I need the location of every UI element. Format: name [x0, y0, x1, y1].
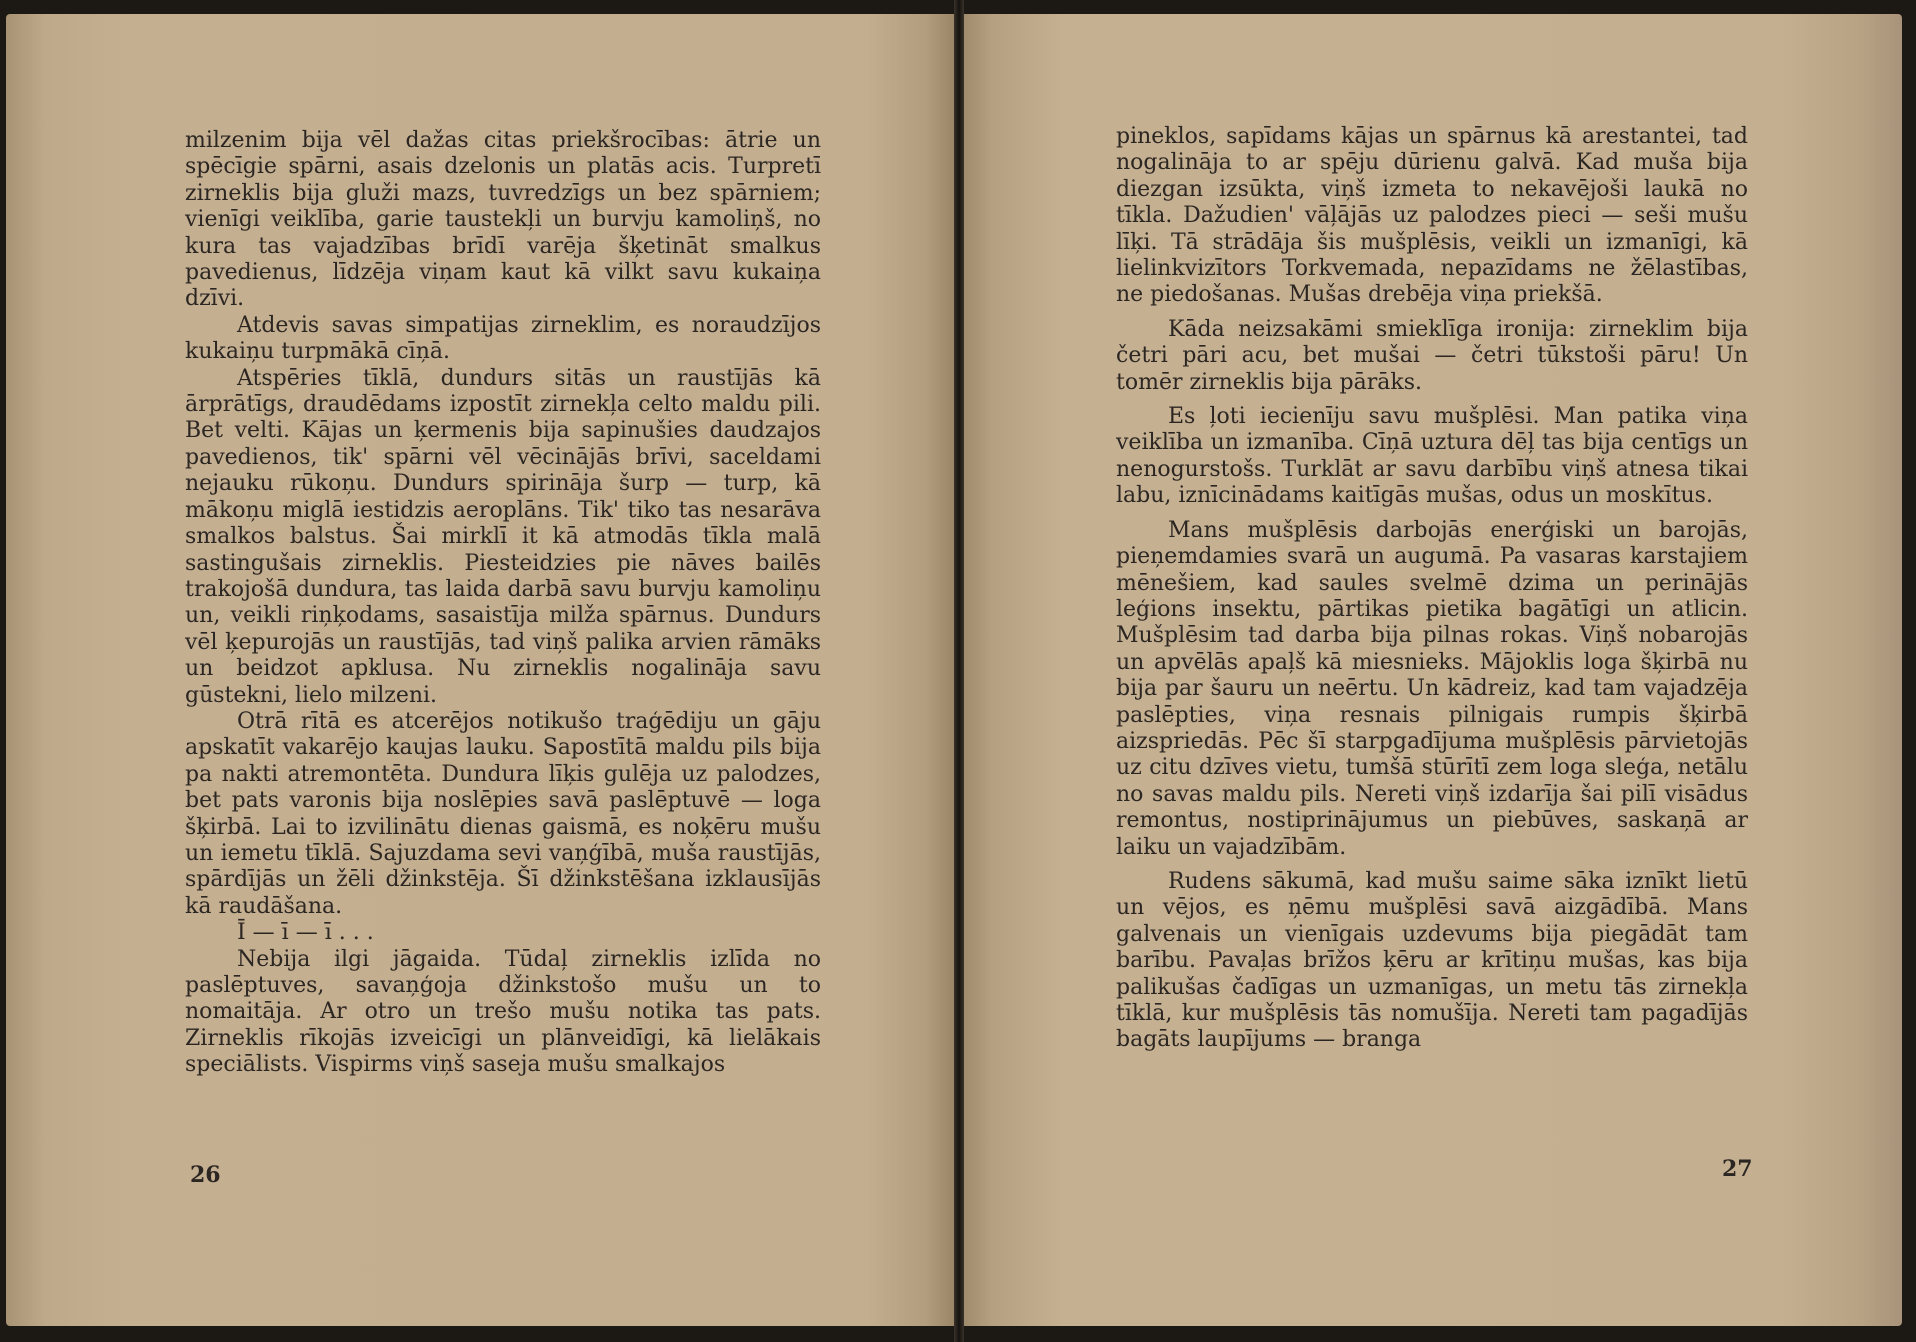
paragraph: milzenim bija vēl dažas citas priekšrocības: ātrie un spēcīgie spārni, asais dzelonis un platās acis. Turpretī zirneklis bija gluži mazs, tuvredzīgs un bez spārniem; vienīgi veiklība, garie taustekļi un burvju kamoliņš, no kura tas vajadzības brīdī varēja šķetināt smalkus pavedienus, līdzēja viņam kaut kā vilkt savu kukaiņa dzīvi. — [185, 128, 821, 312]
page-number-left: 26 — [190, 1162, 221, 1188]
paragraph: Rudens sākumā, kad mušu saime sāka iznīkt lietū un vējos, es ņēmu mušplēsi savā aizgādībā. Mans galvenais un vienīgais uzdevums bija piegādāt tam barību. Pavaļas brīžos ķēru ar krītiņu mušas, kas bija palikušas čadīgas un uzmanīgas, un metu tās zirnekļa tīklā, kur mušplēsis tās nomušīja. Nereti tam pagadījās bagāts laupījums — branga — [1116, 868, 1748, 1053]
paragraph: Nebija ilgi jāgaida. Tūdaļ zirneklis izlīda no paslēptuves, savaņģoja džinkstošo mušu un to nomaitāja. Ar otro un trešo mušu notika tas pats. Zirneklis rīkojās izveicīgi un plānveidīgi, kā lielākais speciālists. Vispirms viņš saseja mušu smalkajos — [185, 946, 821, 1078]
paragraph: Ī — ī — ī . . . — [237, 920, 374, 946]
paragraph: Otrā rītā es atcerējos notikušo traģēdiju un gāju apskatīt vakarējo kaujas lauku. Sapostītā maldu pils bija pa nakti atremontēta. Dundura līķis gulēja uz palodzes, bet pats varonis bija noslēpies savā paslēptuvē — loga šķirbā. Lai to izvilinātu dienas gaismā, es noķēru mušu un iemetu tīklā. Sajuzdama sevi vaņģībā, muša raustījās, spārdījās un žēli džinkstēja. Šī džinkstēšana izklausījās kā raudāšana. — [185, 708, 821, 919]
paragraph: Atdevis savas simpatijas zirneklim, es noraudzījos kukaiņu turpmākā cīņā. — [185, 312, 821, 365]
paragraph: pineklos, sapīdams kājas un spārnus kā arestantei, tad nogalināja to ar spēju dūrienu galvā. Kad muša bija diezgan izsūkta, viņš izmeta to nekavējoši laukā no tīkla. Dažudien' vāļājās uz palodzes pieci — seši mušu līķi. Tā strādāja šis mušplēsis, veikli un izmanīgi, kā lielinkvizītors Torkvemada, nepazīdams ne žēlastības, ne piedošanas. Mušas drebēja viņa priekšā. — [1116, 124, 1748, 308]
paragraph: Atspēries tīklā, dundurs sitās un raustījās kā ārprātīgs, draudēdams izpostīt zirnekļa celto maldu pili. Bet velti. Kājas un ķermenis bija sapinušies daudzajos pavedienos, tik' spārni vēl vēcinājās brīvi, saceldami nejauku rūkoņu. Dundurs spirināja šurp — turp, kā mākoņu miglā iestidzis aeroplāns. Tik' tiko tas nesarāva smalkos balstus. Šai mirklī it kā atmodās tīkla malā sastingušais zirneklis. Piesteidzies pie nāves bailēs trakojošā dundura, tas laida darbā savu burvju kamoliņu un, veikli riņķodams, sasaistīja milža spārnus. Dundurs vēl ķepurojās un raustījās, tad viņš palika arvien rāmāks un beidzot apklusa. Nu zirneklis nogalināja savu gūstekni, lielo milzeni. — [185, 365, 821, 708]
paragraph: Kāda neizsakāmi smieklīga ironija: zirneklim bija četri pāri acu, bet mušai — četri tūkstoši pāru! Un tomēr zirneklis bija pārāks. — [1116, 316, 1748, 395]
left-page-text — [185, 128, 821, 1079]
book-gutter — [954, 0, 964, 1342]
page-number-right: 27 — [1722, 1156, 1753, 1182]
paragraph: Mans mušplēsis darbojās enerģiski un barojās, pieņemdamies svarā un augumā. Pa vasaras karstajiem mēnešiem, kad saules svelmē dzima un perinājās leģions insektu, pārtikas pietika bagātīgi un atlicin. Mušplēsim tad darba bija pilnas rokas. Viņš nobarojās un apvēlās apaļš kā miesnieks. Mājoklis loga šķirbā nu bija par šauru un neērtu. Un kādreiz, kad tam vajadzēja paslēpties, viņa resnais pilnigais rumpis šķirbā aizspriedās. Pēc šī starpgadījuma mušplēsis pārvietojās uz citu dzīves vietu, tumšā stūrītī zem loga sleģa, netālu no savas maldu pils. Nereti viņš izdarīja šai pilī visādus remontus, nostiprinājumus un piebūves, saskaņā ar laiku un vajadzībām. — [1116, 517, 1748, 860]
right-page-text — [1116, 124, 1748, 1054]
paragraph: Es ļoti iecienīju savu mušplēsi. Man patika viņa veiklība un izmanība. Cīņā uztura dēļ tas bija centīgs un nenogurstošs. Turklāt ar savu darbību viņš atnesa tikai labu, iznīcinādams kaitīgās mušas, odus un moskītus. — [1116, 404, 1748, 509]
